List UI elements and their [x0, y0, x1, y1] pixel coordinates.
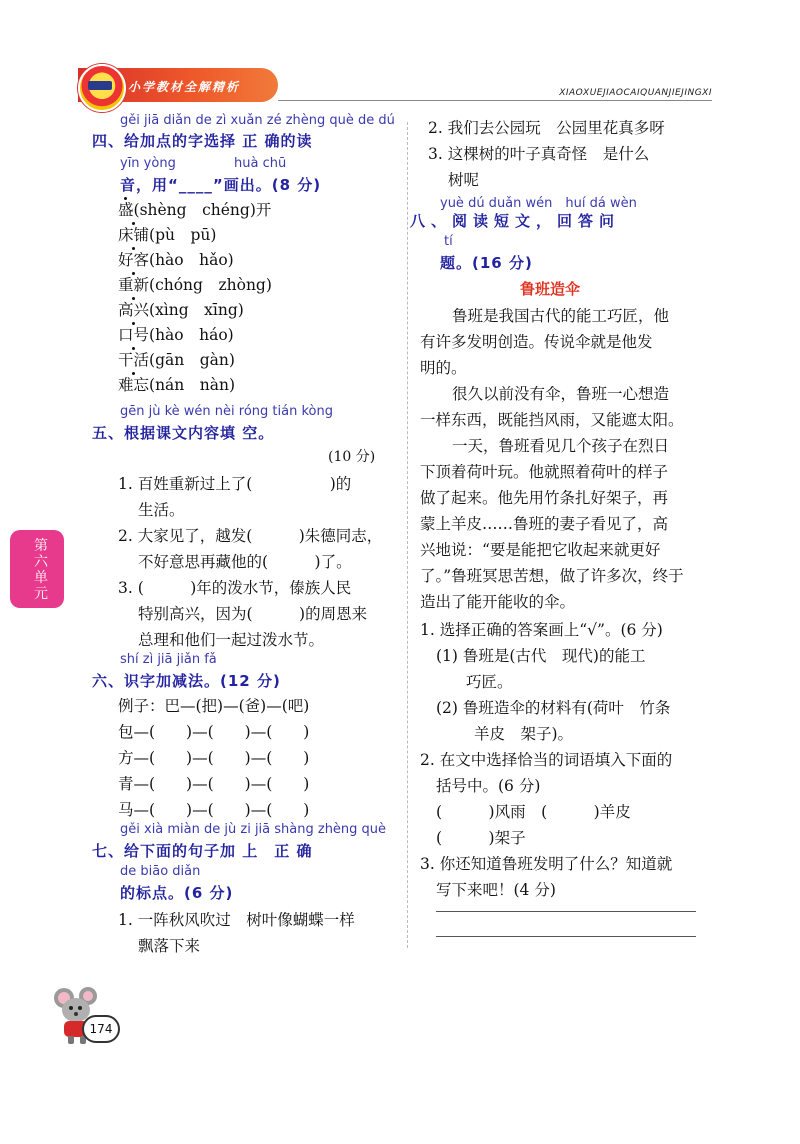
page-number: 174 [82, 1015, 120, 1043]
s5-q1b: 生活。 [138, 501, 185, 519]
s4-item-8[interactable]: 难忘(nán nàn) [118, 376, 236, 394]
passage-line-11: 了。”鲁班冥思苦想，做了许多次，终于 [420, 567, 684, 585]
s6-heading: 六、识字加减法。(12 分) [92, 672, 281, 690]
s4-item-2[interactable]: 床铺(pù pū) [118, 226, 217, 244]
s5-q2a[interactable]: 2. 大家见了，越发( )朱德同志， [118, 527, 383, 545]
s6-row-1[interactable]: 包—( )—( )—( ) [118, 723, 310, 741]
s8-q2a: 2. 在文中选择恰当的词语填入下面的 [420, 751, 673, 769]
s7-q1a[interactable]: 1. 一阵秋风吹过 树叶像蝴蝶一样 [118, 911, 355, 929]
s7-q1b[interactable]: 飘落下来 [138, 937, 201, 955]
s5-q3c: 总理和他们一起过泼水节。 [138, 631, 325, 649]
s8-q1-1b: 巧匠。 [466, 673, 513, 691]
s4-item-4[interactable]: 重新(chóng zhòng) [118, 276, 272, 294]
s4-item-5[interactable]: 高兴(xìng xīng) [118, 301, 244, 319]
passage-line-9: 蒙上羊皮……鲁班的妻子看见了，高 [420, 515, 669, 533]
unit-side-tab-label: 第六单元 [34, 538, 48, 602]
passage-line-5: 一样东西，既能挡风雨，又能遮太阳。 [420, 411, 684, 429]
s6-row-4[interactable]: 马—( )—( )—( ) [118, 801, 310, 819]
passage-title: 鲁班造伞 [520, 280, 581, 298]
s6-pinyin: shí zì jiā jiǎn fǎ [120, 652, 217, 667]
s7-heading: 七、给下面的句子加 上 正 确 [92, 842, 313, 860]
s4-heading-2: 音，用“____”画出。(8 分) [120, 176, 322, 194]
s8-q1-2a[interactable]: (2) 鲁班造伞的材料有(荷叶 竹条 [436, 699, 671, 717]
s7-q3b[interactable]: 树呢 [448, 171, 480, 189]
s8-pinyin-2: tí [444, 234, 453, 249]
passage-line-7: 下顶着荷叶玩。他就照着荷叶的样子 [420, 463, 669, 481]
passage-line-2: 有许多发明创造。传说伞就是他发 [420, 333, 653, 351]
s4-pinyin-1: gěi jiā diǎn de zì xuǎn zé zhèng què de dú [120, 113, 395, 128]
s8-q3b: 写下来吧！(4 分) [436, 881, 556, 899]
s7-q2[interactable]: 2. 我们去公园玩 公园里花真多呀 [428, 119, 665, 137]
s8-q1-1a[interactable]: (1) 鲁班是(古代 现代)的能工 [436, 647, 646, 665]
passage-line-1: 鲁班是我国古代的能工巧匠，他 [452, 307, 670, 325]
s8-q2d[interactable]: ( )架子 [436, 829, 526, 847]
s5-score: (10 分) [328, 449, 376, 465]
passage-line-6: 一天，鲁班看见几个孩子在烈日 [452, 437, 670, 455]
s5-q3b[interactable]: 特别高兴，因为( )的周恩来 [138, 605, 368, 623]
s8-q3a: 3. 你还知道鲁班发明了什么？知道就 [420, 855, 673, 873]
s5-q2b[interactable]: 不好意思再藏他的( )了。 [138, 553, 352, 571]
s6-row-2[interactable]: 方—( )—( )—( ) [118, 749, 310, 767]
s7-heading-2: 的标点。(6 分) [120, 884, 234, 902]
s5-q1a[interactable]: 1. 百姓重新过上了( )的 [118, 475, 352, 493]
s8-q2c[interactable]: ( )风雨 ( )羊皮 [436, 803, 631, 821]
answer-line-1[interactable] [436, 911, 696, 912]
s5-pinyin: gēn jù kè wén nèi róng tián kòng [120, 404, 333, 419]
s8-q1-2b[interactable]: 羊皮 架子)。 [474, 725, 574, 743]
passage-line-4: 很久以前没有伞，鲁班一心想造 [452, 385, 670, 403]
passage-line-12: 造出了能开能收的伞。 [420, 593, 576, 611]
passage-line-8: 做了起来。他先用竹条扎好架子，再 [420, 489, 669, 507]
passage-line-3: 明的。 [420, 359, 467, 377]
s8-q1: 1. 选择正确的答案画上“√”。(6 分) [420, 621, 663, 639]
s4-item-3[interactable]: 好客(hào hǎo) [118, 251, 234, 269]
s4-item-7[interactable]: 干活(gān gàn) [118, 351, 235, 369]
s4-item-1[interactable]: 盛(shèng chéng)开 [118, 201, 272, 219]
logo-badge [88, 81, 112, 90]
column-divider [407, 122, 409, 948]
s8-pinyin-1: yuè dú duǎn wén huí dá wèn [440, 196, 637, 211]
passage-line-10: 兴地说：“要是能把它收起来就更好 [420, 541, 661, 559]
s8-heading: 八、阅读短文，回答问 [410, 212, 621, 230]
s5-heading: 五、根据课文内容填 空。 [92, 424, 275, 442]
s4-heading: 四、给加点的字选择 正 确的读 [92, 132, 313, 150]
s7-pinyin-2: de biāo diǎn [120, 864, 201, 879]
answer-line-2[interactable] [436, 936, 696, 937]
s4-pinyin-2a: yīn yòng [120, 156, 176, 171]
header-rule [278, 100, 712, 101]
s4-pinyin-2b: huà chū [234, 156, 287, 171]
s8-q2b: 括号中。(6 分) [436, 777, 541, 795]
s6-row-3[interactable]: 青—( )—( )—( ) [118, 775, 310, 793]
s6-example: 例子：巴—(把)—(爸)—(吧) [118, 697, 310, 715]
header-title: 小学教材全解精析 [128, 80, 241, 94]
header-series-title: XIAOXUEJIAOCAIQUANJIEJINGXI [559, 88, 712, 98]
s7-pinyin-1: gěi xià miàn de jù zi jiā shàng zhèng què [120, 822, 387, 837]
s7-q3a[interactable]: 3. 这棵树的叶子真奇怪 是什么 [428, 145, 650, 163]
s5-q3a[interactable]: 3. ( )年的泼水节，傣族人民 [118, 579, 352, 597]
s8-heading-2: 题。(16 分) [440, 254, 533, 272]
s4-item-6[interactable]: 口号(hào háo) [118, 326, 234, 344]
